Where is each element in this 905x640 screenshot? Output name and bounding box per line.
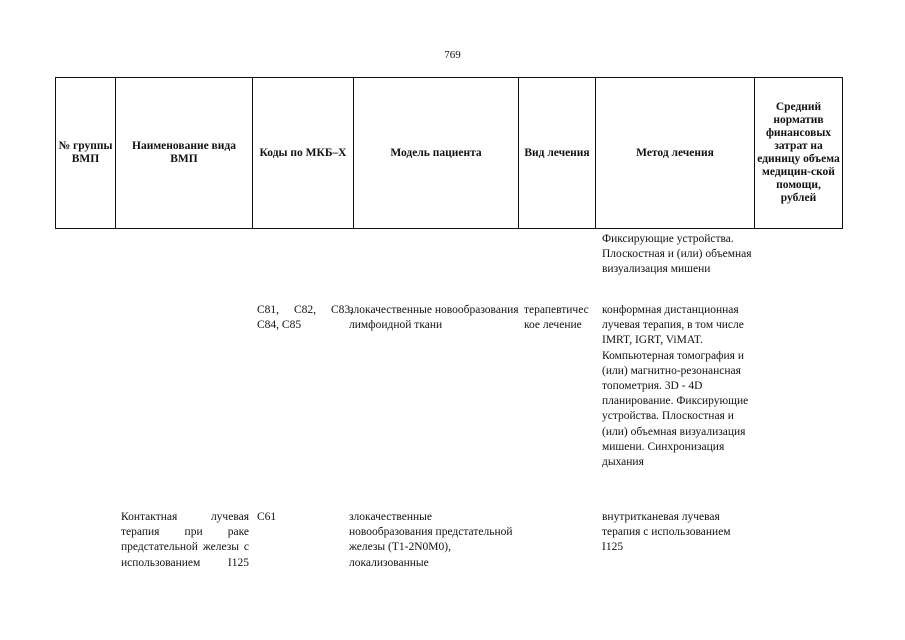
header-vmp-name: Наименование вида ВМП bbox=[116, 78, 253, 229]
method-cell: внутритканевая лучевая терапия с использованием I125 bbox=[602, 511, 731, 554]
treatment-type-cell: терапевтическое лечение bbox=[524, 304, 589, 332]
patient-model-cell: злокачественные новообразования предстательной железы (T1-2N0M0), локализованные bbox=[349, 511, 513, 569]
patient-model-cell: злокачественные новообразования лимфоидной ткани bbox=[349, 304, 519, 332]
table-header bbox=[55, 77, 843, 229]
header-patient-model: Модель пациента bbox=[354, 78, 519, 229]
vmp-name-cell: Контактная лучевая терапия при раке предстательной железы с использованием I125 bbox=[121, 511, 249, 569]
method-cell: Фиксирующие устройства. Плоскостная и (или) объемная визуализация мишени bbox=[602, 233, 752, 276]
header-icd-codes: Коды по МКБ–Х bbox=[253, 78, 354, 229]
header-treatment-method: Метод лечения bbox=[596, 78, 755, 229]
header-group-number: № группы ВМП bbox=[56, 78, 116, 229]
icd-codes-cell: C61 bbox=[257, 511, 277, 523]
method-cell: конформная дистанционная лучевая терапия, в том числе IMRT, IGRT, ViMAT. Компьютерная томография и (или) магнитно-резонансная топометрия. 3D - 4D планирование. Фиксирующие устройства. Плоскостная и (или) объемная визуализация мишени. Синхронизация дыхания bbox=[602, 304, 749, 469]
icd-codes-cell: C81, C82, C83, C84, C85 bbox=[257, 304, 353, 332]
page-number: 769 bbox=[444, 49, 461, 61]
header-treatment-type: Вид лечения bbox=[519, 78, 596, 229]
header-average-cost: Средний норматив финансовых затрат на единицу объема медицин-ской помощи, рублей bbox=[755, 78, 843, 229]
